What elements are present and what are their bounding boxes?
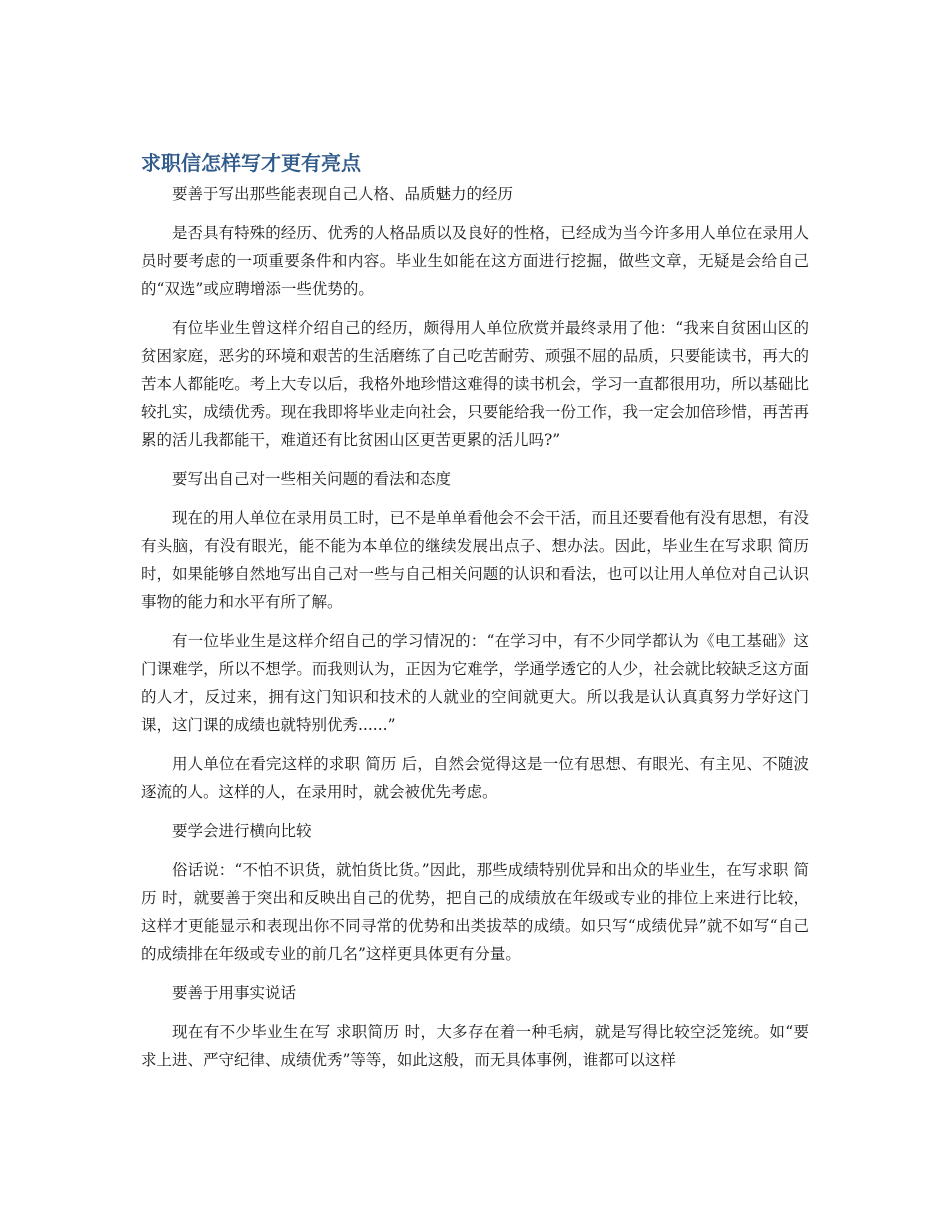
body-paragraph: 是否具有特殊的经历、优秀的人格品质以及良好的性格，已经成为当今许多用人单位在录用人员时要考虑的一项重要条件和内容。毕业生如能在这方面进行挖掘，做些文章，无疑是会给自己的“双选”或应聘增添一些优势的。 (141, 224, 809, 298)
section-heading: 要学会进行横向比较 (172, 822, 312, 840)
document-page (141, 148, 809, 1085)
body-paragraph: 有一位毕业生是这样介绍自己的学习情况的：“在学习中，有不少同学都认为《电工基础》这门课难学，所以不想学。而我则认为，正因为它难学，学通学透它的人少，社会就比较缺乏这方面的人才，反过来，拥有这门知识和技术的人就业的空间就更大。所以我是认认真真努力学好这门课，这门课的成绩也就特别优秀......” (141, 632, 809, 734)
body-paragraph: 现在的用人单位在录用员工时，已不是单单看他会不会干活，而且还要看他有没有思想，有没有头脑，有没有眼光，能不能为本单位的继续发展出点子、想办法。因此，毕业生在写求职 简历 时，如果能够自然地写出自己对一些与自己相关问题的认识和看法，也可以让用人单位对自己认识事物的能力和水平有所了解。 (141, 509, 809, 611)
section-heading: 要善于写出那些能表现自己人格、品质魅力的经历 (172, 185, 514, 203)
body-paragraph: 现在有不少毕业生在写 求职简历 时，大多存在着一种毛病，就是写得比较空泛笼统。如“要求上进、严守纪律、成绩优秀”等等，如此这般，而无具体事例，谁都可以这样 (141, 1023, 809, 1069)
body-paragraph: 俗话说：“不怕不识货，就怕货比货。”因此，那些成绩特别优异和出众的毕业生，在写求职 简历 时，就要善于突出和反映出自己的优势，把自己的成绩放在年级或专业的排位上来进行比较，这样才更能显示和表现出你不同寻常的优势和出类拔萃的成绩。如只写“成绩优异”就不如写“自己的成绩排在年级或专业的前几名”这样更具体更有分量。 (141, 861, 809, 963)
body-paragraph: 有位毕业生曾这样介绍自己的经历，颇得用人单位欣赏并最终录用了他：“我来自贫困山区的贫困家庭，恶劣的环境和艰苦的生活磨练了自己吃苦耐劳、顽强不屈的品质，只要能读书，再大的苦本人都能吃。考上大专以后，我格外地珍惜这难得的读书机会，学习一直都很用功，所以基础比较扎实，成绩优秀。现在我即将毕业走向社会，只要能给我一份工作，我一定会加倍珍惜，再苦再累的活儿我都能干，难道还有比贫困山区更苦更累的活儿吗?” (141, 319, 809, 449)
body-paragraph: 用人单位在看完这样的求职 简历 后，自然会觉得这是一位有思想、有眼光、有主见、不随波逐流的人。这样的人，在录用时，就会被优先考虑。 (141, 755, 809, 801)
section-heading: 要善于用事实说话 (172, 984, 297, 1002)
section-heading: 要写出自己对一些相关问题的看法和态度 (172, 470, 452, 488)
document-body (141, 180, 809, 1074)
document-title: 求职信怎样写才更有亮点 (141, 151, 361, 175)
